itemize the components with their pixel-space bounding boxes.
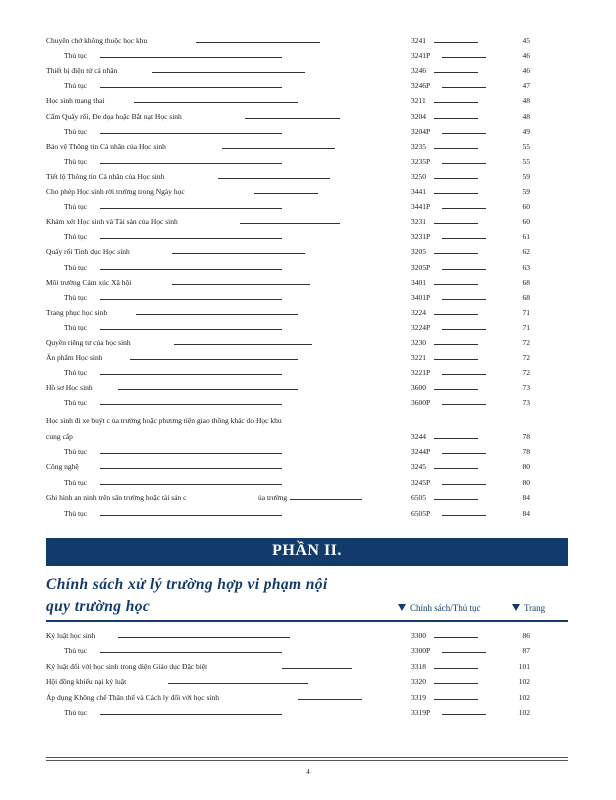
title-leader-line — [100, 299, 282, 300]
toc-entry-title: Thủ tục — [64, 262, 88, 272]
code-leader — [442, 484, 486, 485]
toc-policy-row — [0, 352, 616, 364]
toc-entry-title: Thiết bị điện tử cá nhân — [46, 66, 118, 76]
toc-procedure-row — [0, 322, 616, 334]
toc-policy-row — [0, 661, 616, 673]
toc-entry-page: 73 — [522, 398, 530, 408]
toc-policy-row — [0, 141, 616, 153]
code-leader — [434, 102, 478, 103]
toc-entry-page: 59 — [522, 187, 530, 196]
footer-rule-top — [46, 757, 568, 758]
toc-entry-code: 3221P — [411, 368, 431, 378]
toc-policy-row — [0, 337, 616, 349]
code-leader — [434, 359, 478, 360]
title-leader-line — [100, 714, 282, 715]
toc-policy-row — [0, 186, 616, 198]
toc-entry-page: 71 — [522, 307, 530, 317]
toc-entry-code: 6505 — [411, 493, 426, 503]
toc-entry-title: Cấm Quấy rối, Đe dọa hoặc Bắt nạt Học sinh — [46, 111, 182, 121]
toc-policy-row — [0, 65, 616, 77]
toc-entry-code: 3318 — [411, 661, 426, 671]
code-leader — [442, 57, 486, 58]
toc-entry-page: 61 — [522, 232, 530, 242]
code-leader — [434, 468, 478, 469]
toc-policy-row — [0, 676, 616, 688]
toc-policy-row — [0, 492, 616, 504]
triangle-down-icon — [512, 604, 520, 611]
toc-entry-page: 102 — [518, 708, 530, 717]
toc-policy-row — [0, 95, 616, 107]
toc-entry-page: 72 — [522, 368, 530, 378]
toc-entry-page: 101 — [518, 661, 530, 671]
toc-entry-page: 80 — [522, 477, 530, 487]
column-header-page — [512, 603, 545, 613]
section-title-line1: Chính sách xử lý trường hợp vi phạm nội — [46, 576, 328, 593]
toc-entry-code: 3300P — [411, 646, 431, 656]
toc-entry-title-tail: ủa trường — [258, 493, 288, 503]
toc-entry-page: 87 — [522, 646, 530, 656]
toc-entry-page: 46 — [522, 51, 530, 61]
toc-entry-page: 68 — [522, 277, 530, 287]
code-leader — [434, 253, 478, 254]
toc-entry-title: Áp dụng Không chế Thân thể và Cách ly đối với học sinh — [46, 692, 219, 702]
toc-entry-title: Kỷ luật đối với học sinh trong diện Giáo dục Đặc biệt — [46, 661, 208, 671]
section-divider — [46, 620, 568, 622]
toc-policy-row — [0, 277, 616, 289]
code-leader — [434, 314, 478, 315]
toc-procedure-row — [0, 477, 616, 489]
toc-entry-code: 3241P — [411, 51, 431, 61]
toc-entry-page: 49 — [522, 126, 530, 136]
title-leader-line — [136, 314, 298, 315]
code-leader — [442, 208, 486, 209]
toc-entry-code: 3205 — [411, 247, 426, 257]
title-leader-line — [290, 499, 362, 500]
toc-entry-code: 3204 — [411, 111, 426, 121]
code-leader — [442, 453, 486, 454]
toc-entry-code: 3319P — [411, 708, 431, 717]
code-leader — [434, 118, 478, 119]
toc-policy-row — [0, 35, 616, 47]
toc-entry-code: 3441P — [411, 202, 431, 212]
toc-procedure-row — [0, 707, 616, 719]
toc-entry-long-line1 — [0, 415, 616, 427]
code-leader — [442, 515, 486, 516]
toc-entry-page: 78 — [522, 447, 530, 456]
toc-procedure-row — [0, 508, 616, 520]
toc-entry-title: Quyền riêng tư của học sinh — [46, 338, 131, 347]
toc-entry-code: 3246 — [411, 66, 426, 76]
toc-entry-page: 59 — [522, 171, 530, 181]
toc-policy-row — [0, 216, 616, 228]
toc-entry-title: Thủ tục — [64, 81, 88, 91]
toc-entry-title: Công nghệ — [46, 462, 79, 472]
toc-policy-row — [0, 111, 616, 123]
title-leader-line — [130, 359, 298, 360]
code-leader — [434, 148, 478, 149]
title-leader-line — [100, 57, 282, 58]
code-leader — [442, 374, 486, 375]
toc-entry-page: 62 — [522, 247, 530, 257]
toc-entry-page: 68 — [522, 292, 530, 302]
toc-entry-long-line2 — [0, 431, 616, 443]
toc-entry-page: 55 — [522, 156, 530, 166]
toc-entry-page: 86 — [522, 631, 530, 640]
title-leader-line — [100, 87, 282, 88]
toc-entry-title: Học sinh đi xe buýt c ủa trường hoặc phương tiện giao thông khác do Học khu — [46, 416, 282, 425]
toc-procedure-row — [0, 645, 616, 657]
toc-entry-page: 72 — [522, 353, 530, 363]
title-leader-line — [218, 178, 330, 179]
toc-entry-title: Thủ tục — [64, 156, 88, 166]
title-leader-line — [100, 515, 282, 516]
code-leader — [434, 637, 478, 638]
toc-entry-code: 3320 — [411, 677, 426, 687]
code-leader — [434, 72, 478, 73]
title-leader-line — [172, 284, 310, 285]
title-leader-line — [100, 404, 282, 405]
column-header-policy — [398, 603, 481, 613]
code-leader — [442, 404, 486, 405]
code-leader — [434, 499, 478, 500]
title-leader-line — [100, 453, 282, 454]
code-leader — [434, 42, 478, 43]
toc-entry-code: 3401 — [411, 277, 426, 287]
title-leader-line — [100, 133, 282, 134]
toc-entry-title: Thủ tục — [64, 232, 88, 242]
toc-entry-code: 3224 — [411, 307, 426, 317]
code-leader — [442, 652, 486, 653]
toc-entry-code: 3300 — [411, 631, 426, 640]
toc-entry-title: Hồ sơ Học sinh — [46, 383, 93, 393]
toc-entry-page: 71 — [522, 322, 530, 332]
toc-entry-title: Thủ tục — [64, 202, 88, 212]
toc-entry-title: Thủ tục — [64, 708, 88, 717]
toc-entry-title: Thủ tục — [64, 447, 88, 456]
toc-procedure-row — [0, 367, 616, 379]
toc-entry-code: 3204P — [411, 126, 431, 136]
toc-entry-page: 48 — [522, 111, 530, 121]
toc-entry-page: 84 — [522, 508, 530, 518]
footer-rule-bottom — [46, 760, 568, 761]
title-leader-line — [100, 329, 282, 330]
title-leader-line — [240, 223, 340, 224]
toc-entry-title: Học sinh mang thai — [46, 96, 105, 106]
toc-policy-row — [0, 246, 616, 258]
title-leader-line — [196, 42, 320, 43]
toc-entry-title: Thủ tục — [64, 646, 88, 656]
toc-entry-code: 3221 — [411, 353, 426, 363]
toc-procedure-row — [0, 50, 616, 62]
toc-entry-code: 3246P — [411, 81, 431, 91]
toc-entry-title: Thủ tục — [64, 477, 88, 487]
column-header-page-label: Trang — [524, 603, 546, 613]
title-leader-line — [245, 118, 340, 119]
toc-entry-title: Thủ tục — [64, 126, 88, 136]
toc-procedure-row — [0, 156, 616, 168]
title-leader-line — [100, 163, 282, 164]
title-leader-line — [254, 193, 318, 194]
toc-entry-title: Chuyên chở không thuộc học khu — [46, 36, 148, 45]
toc-procedure-row — [0, 201, 616, 213]
toc-entry-code: 3244 — [411, 432, 426, 441]
toc-policy-row — [0, 692, 616, 704]
triangle-down-icon — [398, 604, 406, 611]
toc-entry-page: 46 — [522, 66, 530, 76]
code-leader — [434, 389, 478, 390]
code-leader — [442, 299, 486, 300]
code-leader — [434, 178, 478, 179]
section-title-line2: quy trường học — [46, 598, 151, 615]
toc-entry-title: Thủ tục — [64, 508, 88, 518]
toc-entry-code: 3600P — [411, 398, 431, 408]
toc-entry-title: Thủ tục — [64, 292, 88, 302]
toc-entry-title: Kỷ luật học sinh — [46, 631, 96, 640]
toc-entry-title: Thủ tục — [64, 322, 88, 332]
toc-procedure-row — [0, 446, 616, 458]
toc-entry-title: Tiết lộ Thông tin Cá nhân của Học sinh — [46, 171, 165, 181]
code-leader — [434, 193, 478, 194]
toc-procedure-row — [0, 80, 616, 92]
toc-entry-code: 3205P — [411, 262, 431, 272]
title-leader-line — [298, 699, 362, 700]
code-leader — [442, 329, 486, 330]
toc-entry-page: 48 — [522, 96, 530, 106]
toc-procedure-row — [0, 126, 616, 138]
toc-entry-page: 45 — [522, 36, 530, 45]
toc-entry-page: 73 — [522, 383, 530, 393]
code-leader — [434, 668, 478, 669]
title-leader-line — [100, 208, 282, 209]
title-leader-line — [134, 102, 298, 103]
toc-entry-code: 3441 — [411, 187, 426, 196]
toc-entry-title: Quấy rối Tình dục Học sinh — [46, 247, 130, 257]
toc-entry-code: 3235 — [411, 141, 426, 151]
title-leader-line — [172, 253, 305, 254]
toc-procedure-row — [0, 231, 616, 243]
toc-entry-title: Thủ tục — [64, 398, 88, 408]
toc-entry-title: Thủ tục — [64, 368, 88, 378]
page-number: 4 — [306, 768, 310, 776]
code-leader — [442, 163, 486, 164]
toc-entry-page: 60 — [522, 202, 530, 212]
code-leader — [442, 238, 486, 239]
toc-entry-title: Ấn phẩm Học sinh — [46, 353, 103, 363]
toc-entry-code: 6505P — [411, 508, 431, 518]
toc-entry-code: 3231 — [411, 217, 426, 227]
toc-entry-page: 72 — [522, 338, 530, 347]
toc-entry-page: 47 — [522, 81, 530, 91]
toc-entry-code: 3235P — [411, 156, 431, 166]
code-leader — [442, 714, 486, 715]
title-leader-line — [152, 72, 305, 73]
title-leader-line — [168, 683, 308, 684]
toc-entry-page: 80 — [522, 462, 530, 472]
toc-entry-title: Bảo vệ Thông tin Cá nhân của Học sinh — [46, 141, 166, 151]
toc-entry-page: 60 — [522, 217, 530, 227]
toc-policy-row — [0, 171, 616, 183]
toc-entry-code: 3231P — [411, 232, 431, 242]
section-banner — [46, 538, 568, 566]
title-leader-line — [100, 652, 282, 653]
toc-entry-page: 55 — [522, 141, 530, 151]
code-leader — [434, 344, 478, 345]
code-leader — [434, 683, 478, 684]
title-leader-line — [100, 468, 282, 469]
toc-entry-title: Hội đồng khiếu nại kỷ luật — [46, 677, 127, 687]
toc-entry-code: 3230 — [411, 338, 426, 347]
toc-entry-page: 78 — [522, 432, 530, 441]
toc-entry-code: 3211 — [411, 96, 426, 106]
toc-entry-page: 102 — [518, 677, 530, 687]
title-leader-line — [118, 389, 298, 390]
toc-entry-title: Thủ tục — [64, 51, 88, 61]
toc-entry-code: 3245P — [411, 477, 431, 487]
title-leader-line — [100, 484, 282, 485]
code-leader — [442, 269, 486, 270]
toc-procedure-row — [0, 397, 616, 409]
toc-entry-code: 3241 — [411, 36, 426, 45]
code-leader — [434, 699, 478, 700]
code-leader — [434, 438, 478, 439]
toc-policy-row — [0, 382, 616, 394]
toc-entry-code: 3401P — [411, 292, 431, 302]
toc-entry-page: 84 — [522, 493, 530, 503]
toc-procedure-row — [0, 262, 616, 274]
section-banner-label: PHẦN II. — [272, 542, 342, 559]
toc-entry-title: Khám xét Học sinh và Tài sản của Học sinh — [46, 217, 178, 227]
toc-policy-row — [0, 630, 616, 642]
code-leader — [434, 284, 478, 285]
toc-entry-code: 3600 — [411, 383, 426, 393]
toc-policy-row — [0, 461, 616, 473]
toc-entry-title: Ghi hình an ninh trên sân trường hoặc tài sản c — [46, 493, 187, 503]
title-leader-line — [100, 238, 282, 239]
code-leader — [442, 133, 486, 134]
toc-entry-code: 3245 — [411, 462, 426, 472]
toc-entry-page: 102 — [518, 692, 530, 702]
title-leader-line — [118, 637, 290, 638]
toc-entry-code: 3250 — [411, 171, 426, 181]
toc-policy-row — [0, 307, 616, 319]
code-leader — [442, 87, 486, 88]
title-leader-line — [100, 269, 282, 270]
toc-entry-title: Trang phục học sinh — [46, 307, 108, 317]
title-leader-line — [174, 344, 312, 345]
toc-entry-title: Môi trường Cảm xúc Xã hội — [46, 277, 132, 287]
toc-entry-code: 3319 — [411, 692, 426, 702]
title-leader-line — [100, 374, 282, 375]
code-leader — [434, 223, 478, 224]
toc-entry-code: 3224P — [411, 322, 431, 332]
toc-entry-code: 3244P — [411, 447, 431, 456]
toc-entry-page: 63 — [522, 262, 530, 272]
column-header-policy-label: Chính sách/Thủ tục — [410, 603, 481, 613]
title-leader-line — [222, 148, 335, 149]
toc-entry-title-cont: cung cấp — [46, 432, 73, 441]
toc-procedure-row — [0, 292, 616, 304]
toc-entry-title: Cho phép Học sinh rời trường trong Ngày học — [46, 187, 185, 196]
title-leader-line — [282, 668, 352, 669]
